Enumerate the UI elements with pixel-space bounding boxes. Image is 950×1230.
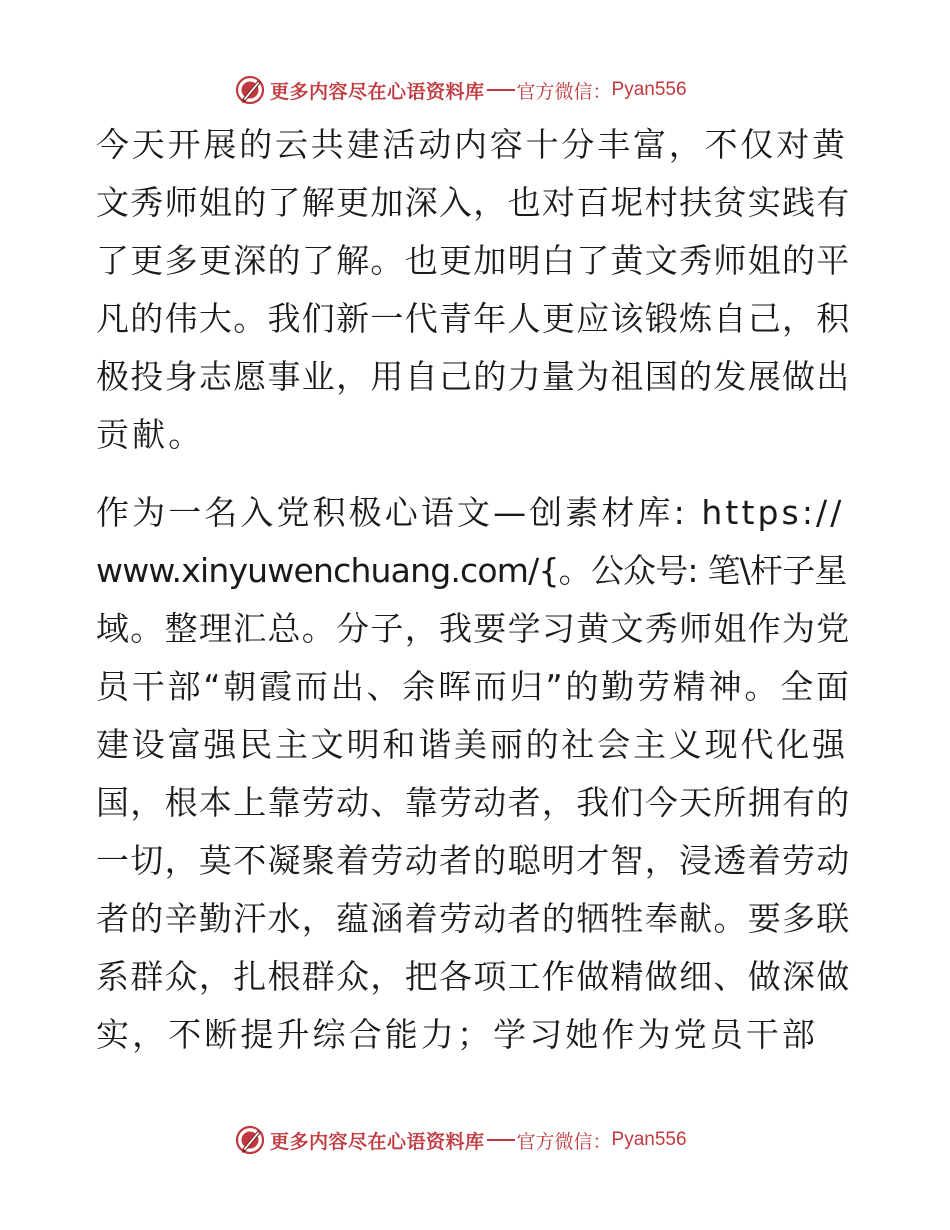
text-line: 贡献。 bbox=[96, 415, 205, 454]
banner-wechat-id: Pyan556 bbox=[611, 1129, 687, 1150]
banner-wechat-label: 官方微信： bbox=[516, 80, 612, 103]
paragraph-2 bbox=[96, 484, 852, 1064]
pen-logo-icon bbox=[234, 74, 266, 106]
text-line: 极投身志愿事业，用自己的力量为祖国的发展做出 bbox=[96, 357, 851, 396]
banner-dash bbox=[487, 1139, 515, 1141]
text-line: 建设富强民主文明和谐美丽的社会主义现代化强 bbox=[96, 725, 848, 764]
text-line: 作为一名入党积极心语文—创素材库: https:// bbox=[96, 493, 845, 532]
banner-site-text: 更多内容尽在心语资料库 bbox=[270, 80, 485, 103]
banner-wechat-id: Pyan556 bbox=[611, 79, 687, 100]
text-line: 一切，莫不凝聚着劳动者的聪明才智，浸透着劳动 bbox=[96, 841, 851, 880]
text-line: 域。整理汇总。分子，我要学习黄文秀师姐作为党 bbox=[96, 609, 851, 648]
text-line: 实，不断提升综合能力；学习她作为党员干部 bbox=[96, 1015, 818, 1054]
text-line: 了更多更深的了解。也更加明白了黄文秀师姐的平 bbox=[96, 241, 851, 280]
text-line: 系群众，扎根群众，把各项工作做精做细、做深做 bbox=[96, 957, 851, 996]
banner-dash bbox=[487, 89, 515, 91]
text-line: 国，根本上靠劳动、靠劳动者，我们今天所拥有的 bbox=[96, 783, 851, 822]
footer-watermark-banner bbox=[234, 1122, 687, 1158]
text-line: 文秀师姐的了解更加深入，也对百坭村扶贫实践有 bbox=[96, 183, 851, 222]
header-watermark-banner bbox=[234, 72, 687, 108]
pen-logo-icon bbox=[234, 1124, 266, 1156]
text-line: 者的辛勤汗水，蕴涵着劳动者的牺牲奉献。要多联 bbox=[96, 899, 851, 938]
banner-site-text: 更多内容尽在心语资料库 bbox=[270, 1130, 485, 1153]
text-line: 员干部“朝霞而出、余晖而归”的勤劳精神。全面 bbox=[96, 667, 852, 706]
text-line: 凡的伟大。我们新一代青年人更应该锻炼自己，积 bbox=[96, 299, 851, 338]
paragraph-1 bbox=[96, 116, 852, 464]
banner-wechat-label: 官方微信： bbox=[516, 1130, 612, 1153]
text-line: 今天开展的云共建活动内容十分丰富，不仅对黄 bbox=[96, 125, 848, 164]
text-line-url: www.xinyuwenchuang.com/{。公众号: 笔\杆子星 bbox=[96, 551, 847, 590]
